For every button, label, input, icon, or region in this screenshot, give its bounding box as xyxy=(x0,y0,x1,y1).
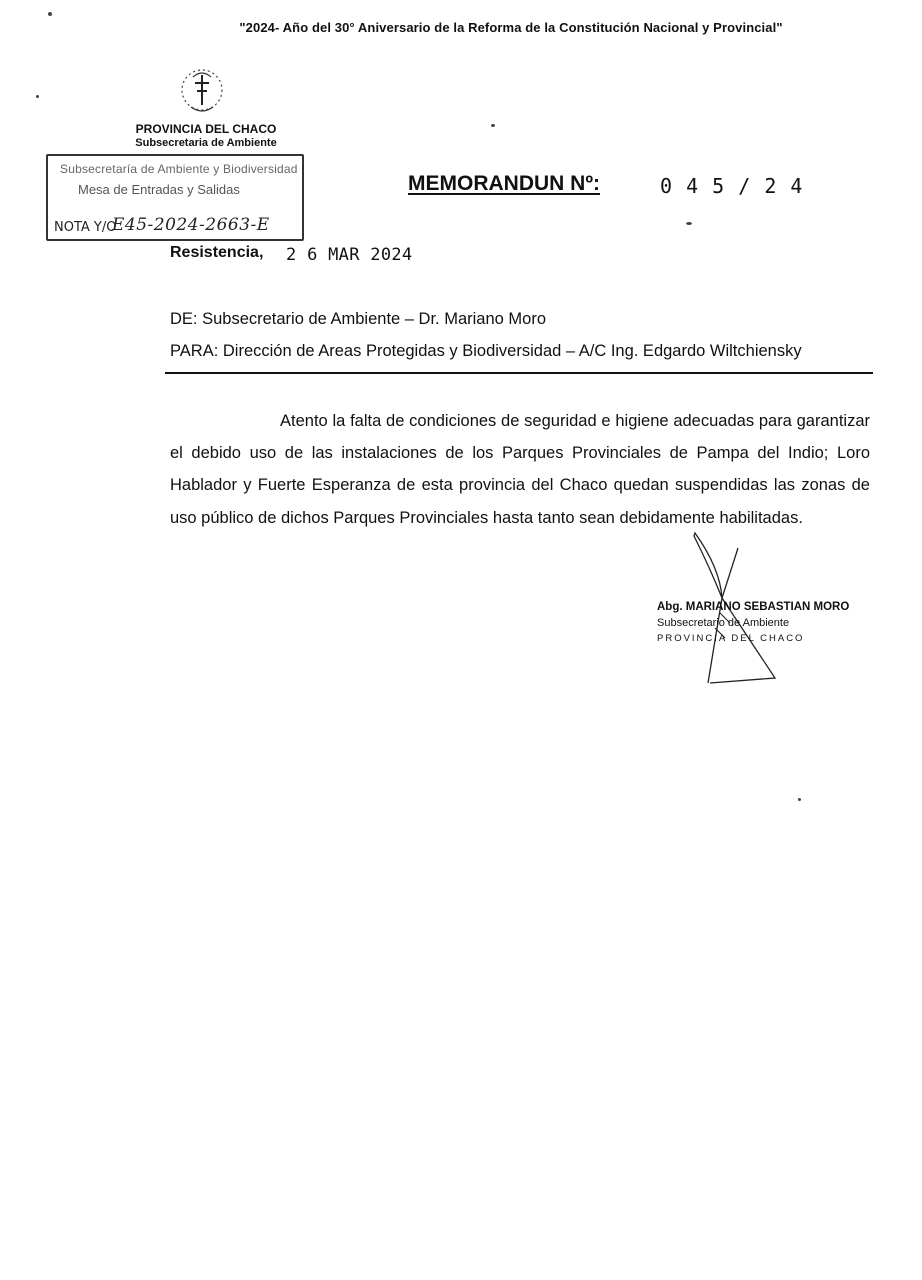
scan-speck xyxy=(48,12,52,16)
scan-speck xyxy=(36,95,39,98)
memo-body xyxy=(170,405,870,534)
header-divider xyxy=(165,372,873,374)
anniversary-motto: "2024- Año del 30° Aniversario de la Reforma de la Constitución Nacional y Provincial" xyxy=(239,20,783,35)
issuing-organization xyxy=(100,122,312,150)
date-stamp: 2 6 MAR 2024 xyxy=(286,245,413,265)
memo-number: 0 4 5 / 2 4 xyxy=(660,174,804,198)
from-field: DE: Subsecretario de Ambiente – Dr. Mariano Moro xyxy=(170,310,547,328)
reception-stamp xyxy=(46,154,304,241)
provincial-emblem-icon xyxy=(177,63,227,121)
stamp-nota-number: E45-2024-2663-E xyxy=(112,215,270,235)
org-name: PROVINCIA DEL CHACO xyxy=(135,122,277,136)
signer-name: Abg. MARIANO SEBASTIAN MORO xyxy=(657,601,850,613)
to-field: PARA: Dirección de Areas Protegidas y Biodiversidad – A/C Ing. Edgardo Wiltchiensky xyxy=(170,342,802,360)
scan-speck xyxy=(798,798,801,801)
scan-speck xyxy=(686,222,692,225)
place: Resistencia, xyxy=(170,244,264,261)
scan-speck xyxy=(491,124,495,127)
memo-title: MEMORANDUN Nº: xyxy=(408,172,600,195)
org-subsecretary: Subsecretaria de Ambiente xyxy=(135,137,277,149)
stamp-nota-label: NOTA Y/O xyxy=(54,220,117,235)
signature-block xyxy=(657,599,849,647)
stamp-line-desk: Mesa de Entradas y Salidas xyxy=(78,182,240,197)
signer-title: Subsecretario de Ambiente xyxy=(657,617,790,629)
stamp-line-office: Subsecretaría de Ambiente y Biodiversidad xyxy=(60,162,298,176)
signer-organization: PROVINCIA DEL CHACO xyxy=(657,633,805,644)
body-paragraph: Atento la falta de condiciones de seguridad e higiene adecuadas para garantizar el debido uso de las instalaciones de los Parques Provinciales de Pampa del Indio; Loro Hablador y Fuerte Esperanza de esta provincia del Chaco quedan suspendidas las zonas de uso público de dichos Parques Provinciales hasta tanto sean debidamente habilitadas. xyxy=(170,412,870,527)
